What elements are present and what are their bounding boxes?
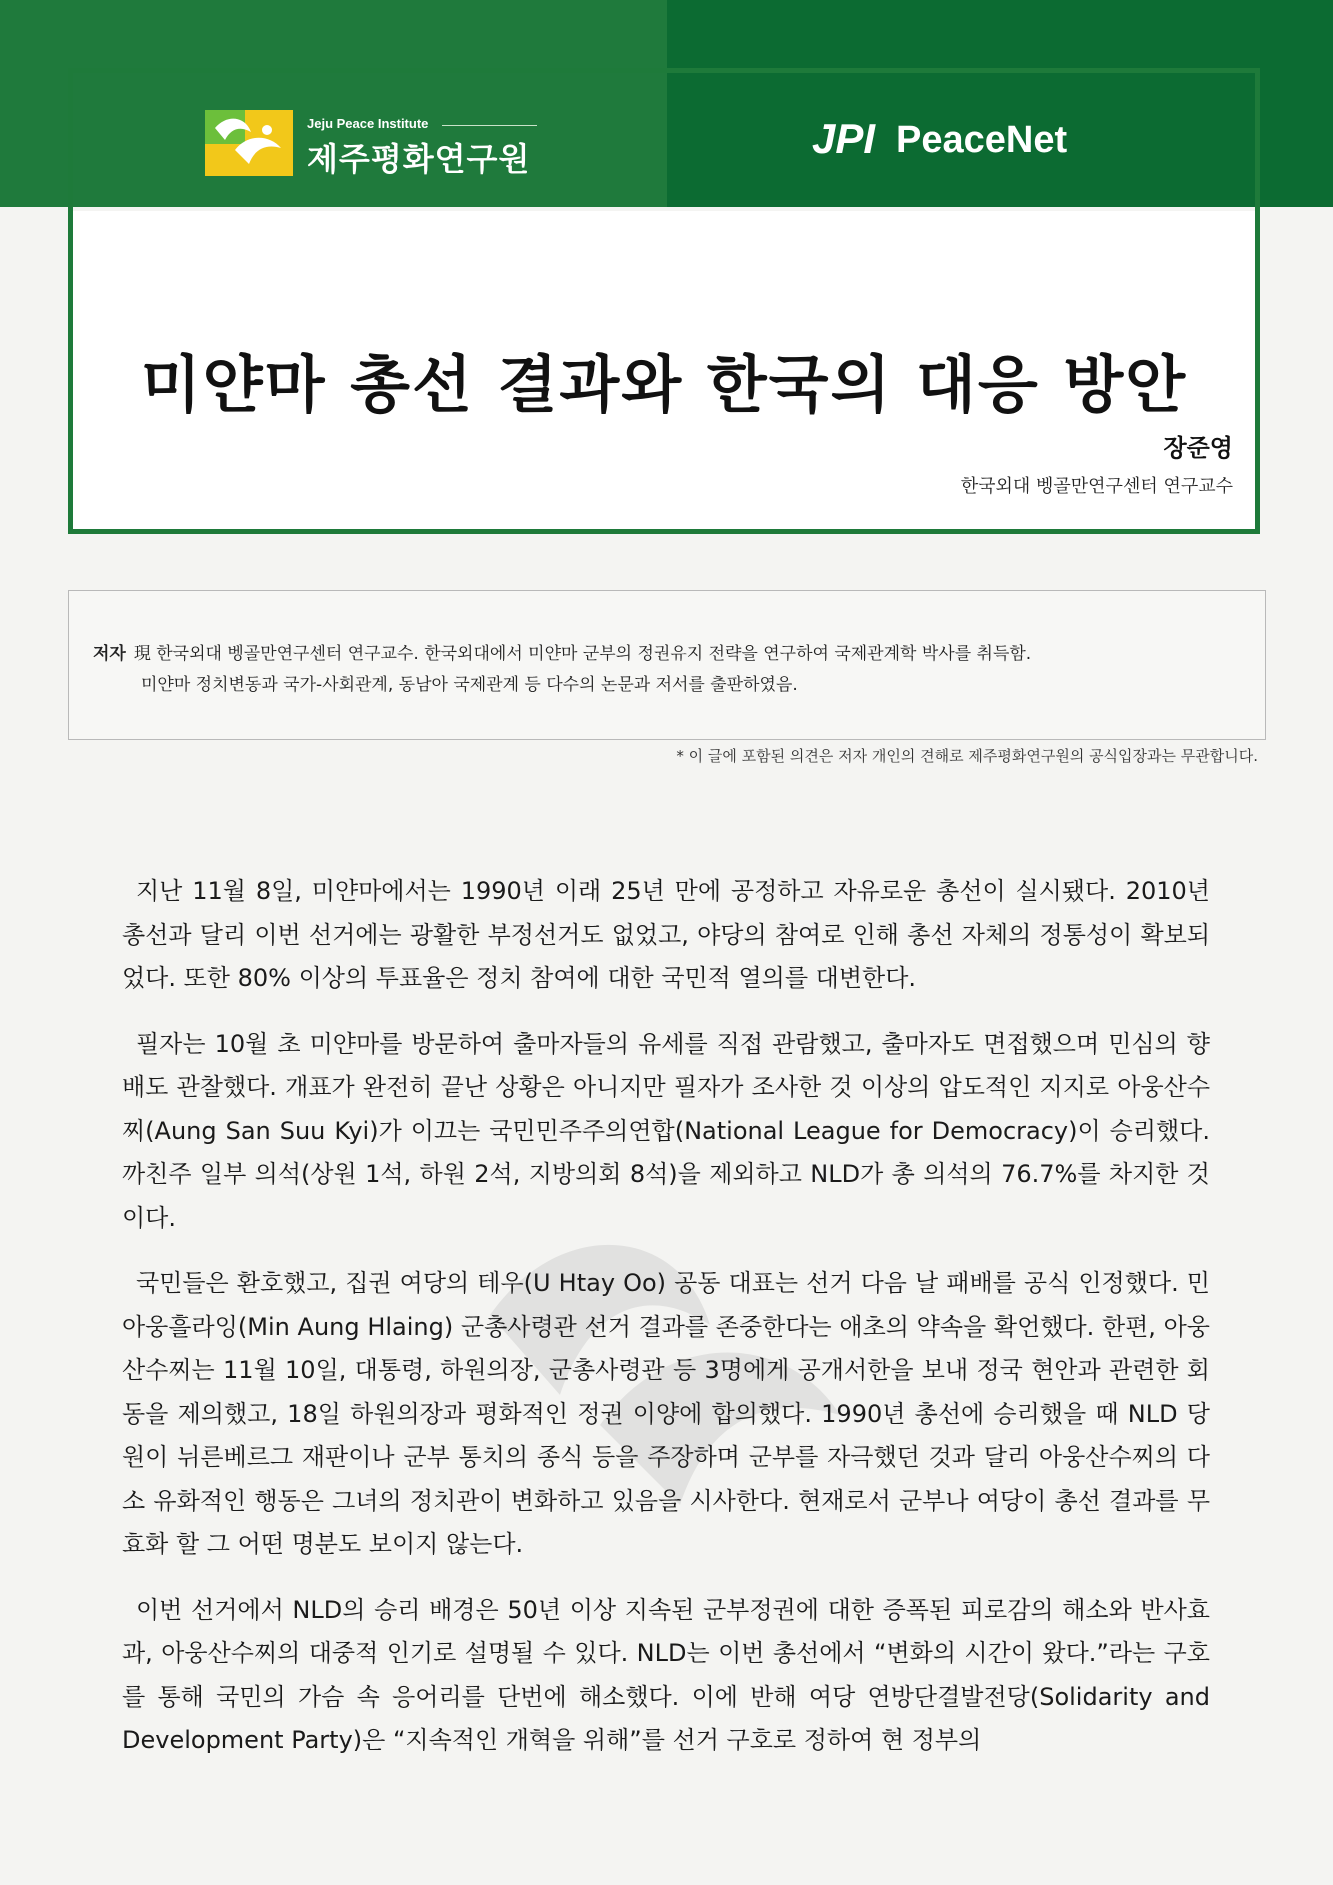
jeju-peace-institute-logo [205,108,545,178]
jpi-wordmark: JPI [812,115,876,162]
paragraph-1: 지난 11월 8일, 미얀마에서는 1990년 이래 25년 만에 공정하고 자유로운 총선이 실시됐다. 2010년 총선과 달리 이번 선거에는 광활한 부정선거도 없었고, 야당의 참여로 인해 총선 자체의 정통성이 확보되었다. 또한 80% 이상의 투표율은 정치 참여에 대한 국민적 열의를 대변한다. [122,877,1210,992]
disclaimer: * 이 글에 포함된 의견은 저자 개인의 견해로 제주평화연구원의 공식입장과는 무관합니다. [676,747,1258,765]
peacenet-wordmark: PeaceNet [896,119,1068,161]
bio-line-2: 미얀마 정치변동과 국가-사회관계, 동남아 국제관계 등 다수의 논문과 저서를 출판하였음. [141,675,798,695]
paragraph-2: 필자는 10월 초 미얀마를 방문하여 출마자들의 유세를 직접 관람했고, 출마자도 면접했으며 민심의 향배도 관찰했다. 개표가 완전히 끝난 상황은 아니지만 필자가 조사한 것 이상의 압도적인 지지로 아웅산수찌(Aung San Suu Kyi)가 이끄는 국민민주주의연합(National League for Democracy)이 승리했다. 까친주 일부 의석(상원 1석, 하원 2석, 지방의회 8석)을 제외하고 NLD가 총 의석의 76.7%를 차지한 것이다. [122,1029,1210,1232]
author-bio-box [68,590,1266,740]
article-body [122,870,1210,1785]
bio-line-1: 現 한국외대 벵골만연구센터 연구교수. 한국외대에서 미얀마 군부의 정권유지 전략을 연구하여 국제관계학 박사를 취득함. [133,644,1032,664]
paragraph-3: 국민들은 환호했고, 집권 여당의 테우(U Htay Oo) 공동 대표는 선거 다음 날 패배를 공식 인정했다. 민아웅흘라잉(Min Aung Hlaing) 군총사령관 선거 결과를 존중한다는 애초의 약속을 확언했다. 한편, 아웅산수찌는 11월 10일, 대통령, 하원의장, 군총사령관 등 3명에게 공개서한을 보내 정국 현안과 관련한 회동을 제의했고, 18일 하원의장과 평화적인 정권 이양에 합의했다. 1990년 총선에 승리했을 때 NLD 당원이 뉘른베르그 재판이나 군부 통치의 종식 등을 주장하며 군부를 자극했던 것과 달리 아웅산수찌의 다소 유화적인 행동은 그녀의 정치관이 변화하고 있음을 시사한다. 현재로서 군부나 여당이 총선 결과를 무효화 할 그 어떤 명분도 보이지 않는다. [122,1269,1210,1558]
dove-logo-icon [205,110,293,176]
author-bio-text [93,639,1243,701]
logo-divider [442,125,537,126]
page-title: 미얀마 총선 결과와 한국의 대응 방안 [140,348,1188,421]
institute-korean-name: 제주평화연구원 [307,140,531,178]
author-name: 장준영 [1163,434,1233,462]
paragraph-4: 이번 선거에서 NLD의 승리 배경은 50년 이상 지속된 군부정권에 대한 증폭된 피로감의 해소와 반사효과, 아웅산수찌의 대중적 인기로 설명될 수 있다. NLD는 이번 총선에서 “변화의 시간이 왔다.”라는 구호를 통해 국민의 가슴 속 응어리를 단번에 해소했다. 이에 반해 여당 연방단결발전당(Solidarity and Development Party)은 “지속적인 개혁을 위해”를 선거 구호로 정하여 현 정부의 [122,1595,1210,1754]
bio-label: 저자 [93,644,126,664]
institute-english-name: Jeju Peace Institute [307,116,429,131]
author-affiliation: 한국외대 벵골만연구센터 연구교수 [960,476,1233,497]
